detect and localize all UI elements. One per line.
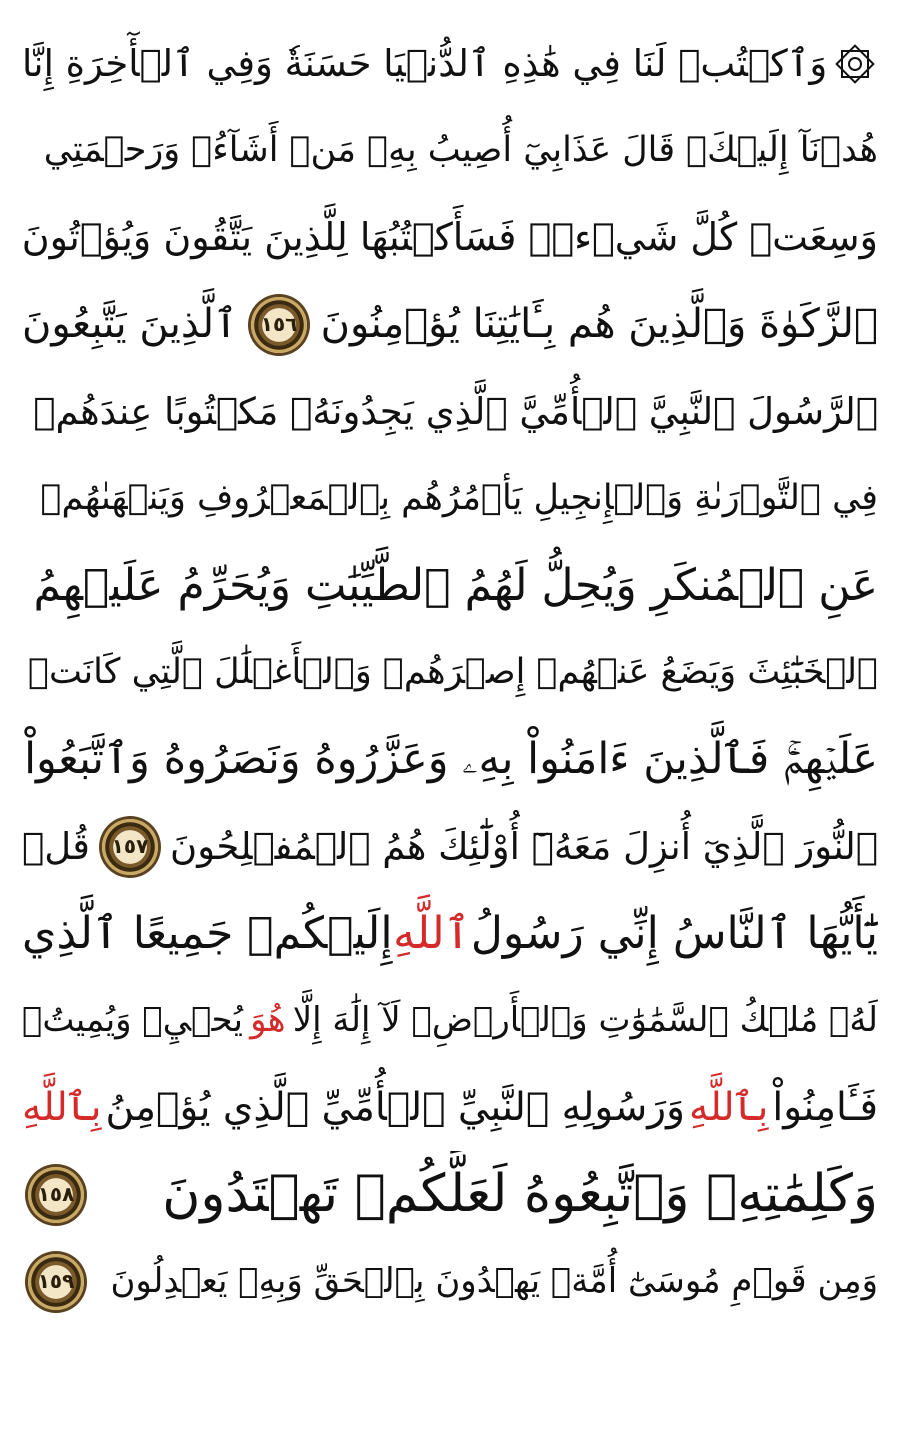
verse-text: يَٰٓأَيُّهَا ٱلنَّاسُ إِنِّي رَسُولُ [470, 908, 878, 959]
verse-text: وَٱكۡتُبۡ لَنَا فِي هَٰذِهِ ٱلدُّنۡيَا حَسَنَةٗ وَفِي ٱلۡأٓخِرَةِ إِنَّا [22, 42, 828, 85]
ayah-marker-156: ١٥٦ [251, 297, 307, 353]
verse-text: يُحۡيِۦ وَيُمِيتُۖ [22, 1000, 243, 1040]
ayah-marker-157: ١٥٧ [102, 819, 158, 875]
text-line-5 [22, 368, 878, 455]
verse-text: فَـَٔامِنُواْ [772, 1085, 878, 1130]
verse-text: ٱلزَّكَوٰةَ وَٱلَّذِينَ هُم بِـَٔايَٰتِنَا يُؤۡمِنُونَ [320, 301, 878, 347]
text-line-13 [22, 1064, 878, 1151]
verse-text: إِلَيۡكُمۡ جَمِيعًا ٱلَّذِي [22, 908, 393, 959]
text-line-3 [22, 194, 878, 281]
text-line-2 [22, 107, 878, 194]
verse-text: لَهُۥ مُلۡكُ ٱلسَّمَٰوَٰتِ وَٱلۡأَرۡضِۖ لَآ إِلَٰهَ إِلَّا [292, 1000, 878, 1040]
text-line-11 [22, 890, 878, 977]
divine-name: ٱللَّهِ [393, 908, 471, 959]
ayah-marker-158: ١٥٨ [28, 1167, 84, 1223]
text-line-8 [22, 629, 878, 716]
divine-name: بِٱللَّهِ [22, 1085, 102, 1130]
verse-text: ٱلۡخَبَٰٓئِثَ وَيَضَعُ عَنۡهُمۡ إِصۡرَهُمۡ وَٱلۡأَغۡلَٰلَ ٱلَّتِي كَانَتۡ [28, 652, 878, 692]
text-line-7 [22, 542, 878, 629]
verse-text: عَنِ ٱلۡمُنكَرِ وَيُحِلُّ لَهُمُ ٱلطَّيِّبَٰتِ وَيُحَرِّمُ عَلَيۡهِمُ [33, 560, 878, 611]
text-line-4 [22, 281, 878, 368]
verse-text: ٱلنُّورَ ٱلَّذِيٓ أُنزِلَ مَعَهُۥٓ أُوْلَٰٓئِكَ هُمُ ٱلۡمُفۡلِحُونَ [170, 825, 878, 868]
text-line-1 [22, 20, 878, 107]
divine-name: بِٱللَّهِ [688, 1085, 769, 1130]
verse-text: عَلَيۡهِمۡۚ فَٱلَّذِينَ ءَامَنُواْ بِهِۦ وَعَزَّرُوهُ وَنَصَرُوهُ وَٱتَّبَعُواْ [24, 734, 878, 784]
verse-text: وَمِن قَوۡمِ مُوسَىٰٓ أُمَّةٞ يَهۡدُونَ بِٱلۡحَقِّ وَبِهِۦ يَعۡدِلُونَ [110, 1261, 878, 1301]
text-line-10 [22, 803, 878, 890]
text-line-6 [22, 455, 878, 542]
verse-text: قُلۡ [22, 825, 90, 868]
text-line-12 [22, 977, 878, 1064]
verse-text: وَكَلِمَٰتِهِۦ وَٱتَّبِعُوهُ لَعَلَّكُمۡ تَهۡتَدُونَ [162, 1164, 878, 1224]
ayah-marker-159: ١٥٩ [28, 1254, 84, 1310]
verse-text: وَرَسُولِهِ ٱلنَّبِيِّ ٱلۡأُمِّيِّ ٱلَّذِي يُؤۡمِنُ [105, 1085, 685, 1130]
verse-text: فِي ٱلتَّوۡرَىٰةِ وَٱلۡإِنجِيلِ يَأۡمُرُهُم بِٱلۡمَعۡرُوفِ وَيَنۡهَىٰهُمۡ [40, 478, 878, 518]
verse-text: ٱلَّذِينَ يَتَّبِعُونَ [22, 301, 238, 347]
verse-text: هُدۡنَآ إِلَيۡكَۚ قَالَ عَذَابِيٓ أُصِيبُ بِهِۦ مَنۡ أَشَآءُۖ وَرَحۡمَتِي [43, 130, 878, 170]
text-line-15 [22, 1238, 878, 1325]
text-line-9 [22, 716, 878, 803]
verse-text: وَسِعَتۡ كُلَّ شَيۡءٖۚ فَسَأَكۡتُبُهَا لِلَّذِينَ يَتَّقُونَ وَيُؤۡتُونَ [22, 215, 878, 259]
text-line-14 [22, 1151, 878, 1238]
verse-text: ٱلرَّسُولَ ٱلنَّبِيَّ ٱلۡأُمِّيَّ ٱلَّذِي يَجِدُونَهُۥ مَكۡتُوبًا عِندَهُمۡ [33, 390, 878, 433]
divine-name: هُوَ [250, 1000, 286, 1040]
rub-el-hizb-icon [832, 41, 878, 87]
